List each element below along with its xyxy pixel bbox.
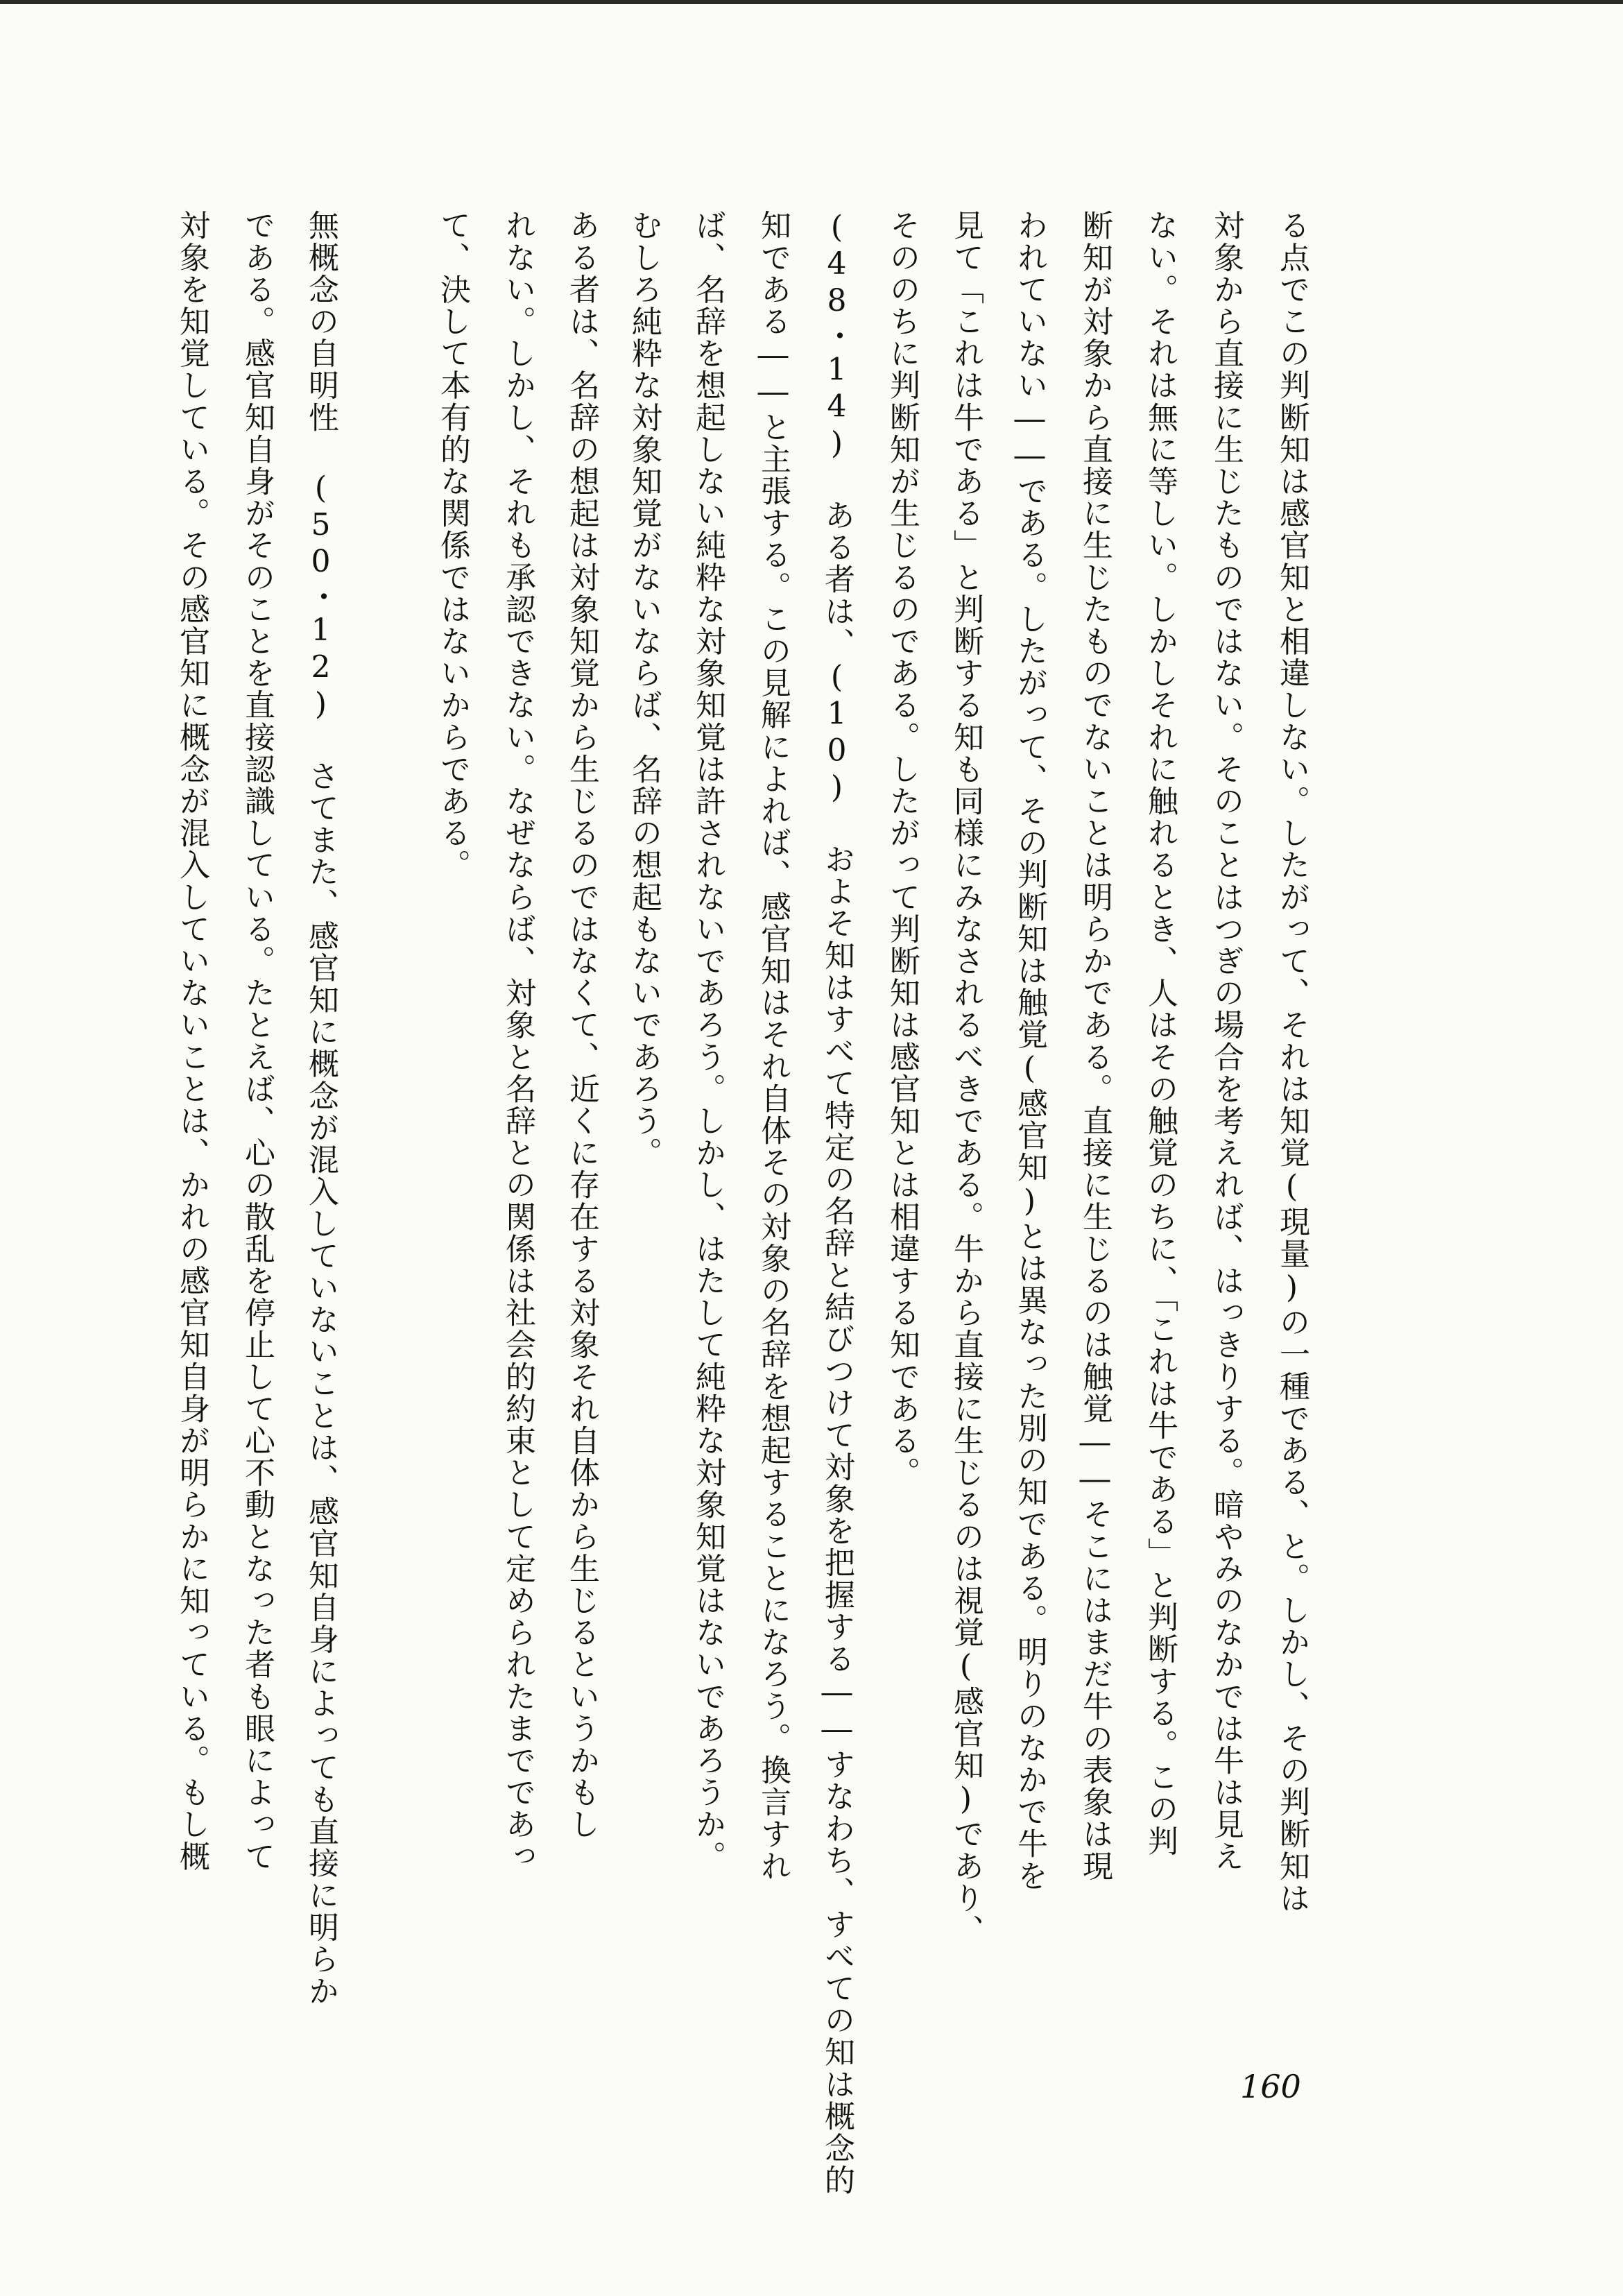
- text-line-3: ない。それは無に等しい。しかしそれに触れるとき、人はその触覚のちに、「これは牛である」と判断する。この判: [1142, 209, 1178, 1858]
- text-line-11: むしろ純粋な対象知覚がないならば、名辞の想起もないであろう。: [626, 209, 662, 1169]
- text-line-16: である。感官知自身がそのことを直接認識している。たとえば、心の散乱を停止して心不動となった者も眼によって: [239, 209, 275, 1873]
- text-line-9: 知である――と主張する。この見解によれば、感官知はそれ自体その対象の名辞を想起することになろう。換言すれ: [755, 209, 791, 1883]
- text-line-7: そののちに判断知が生じるのである。したがって判断知は感官知とは相違する知である。: [884, 209, 920, 1489]
- text-line-5: われていない――である。したがって、その判断知は触覚(感官知)とは異なった別の知である。明りのなかで牛を: [1012, 209, 1047, 1892]
- top-border-rule: [0, 0, 1623, 4]
- text-line-8: (48・14) ある者は、(10) およそ知はすべて特定の名辞と結びつけて対象を把握する――すなわち、すべての知は概念的: [819, 209, 855, 2196]
- text-line-12: ある者は、名辞の想起は対象知覚から生じるのではなくて、近くに存在する対象それ自体から生じるというかもし: [564, 209, 599, 1841]
- text-line-6: 見て「これは牛である」と判断する知も同様にみなされるべきである。牛から直接に生じるのは視覚(感官知)であり、: [948, 209, 984, 1946]
- text-line-13: れない。しかし、それも承認できない。なぜならば、対象と名辞との関係は社会的約束として定められたまでであっ: [500, 209, 535, 1873]
- text-line-17: 対象を知覚している。その感官知に概念が混入していないことは、かれの感官知自身が明らかに知っている。もし概: [174, 209, 209, 1873]
- text-line-2: 対象から直接に生じたものではない。そのことはつぎの場合を考えれば、はっきりする。暗やみのなかでは牛は見え: [1208, 209, 1244, 1873]
- text-line-14: て、決して本有的な関係ではないからである。: [435, 209, 470, 882]
- text-line-1: る点でこの判断知は感官知と相違しない。したがって、それは知覚(現量)の一種である、と。しかし、その判断知は: [1274, 209, 1309, 1914]
- text-line-10: ば、名辞を想起しない純粋な対象知覚は許されないであろう。しかし、はたして純粋な対象知覚はないであろうか。: [690, 209, 725, 1873]
- text-line-4: 断知が対象から直接に生じたものでないことは明らかである。直接に生じるのは触覚――そこにはまだ牛の表象は現: [1077, 209, 1113, 1883]
- section-heading-line: 無概念の自明性 (50・12) さてまた、感官知に概念が混入していないことは、感官知自身によっても直接に明らか: [303, 209, 338, 2007]
- page-number: 160: [1240, 2068, 1301, 2105]
